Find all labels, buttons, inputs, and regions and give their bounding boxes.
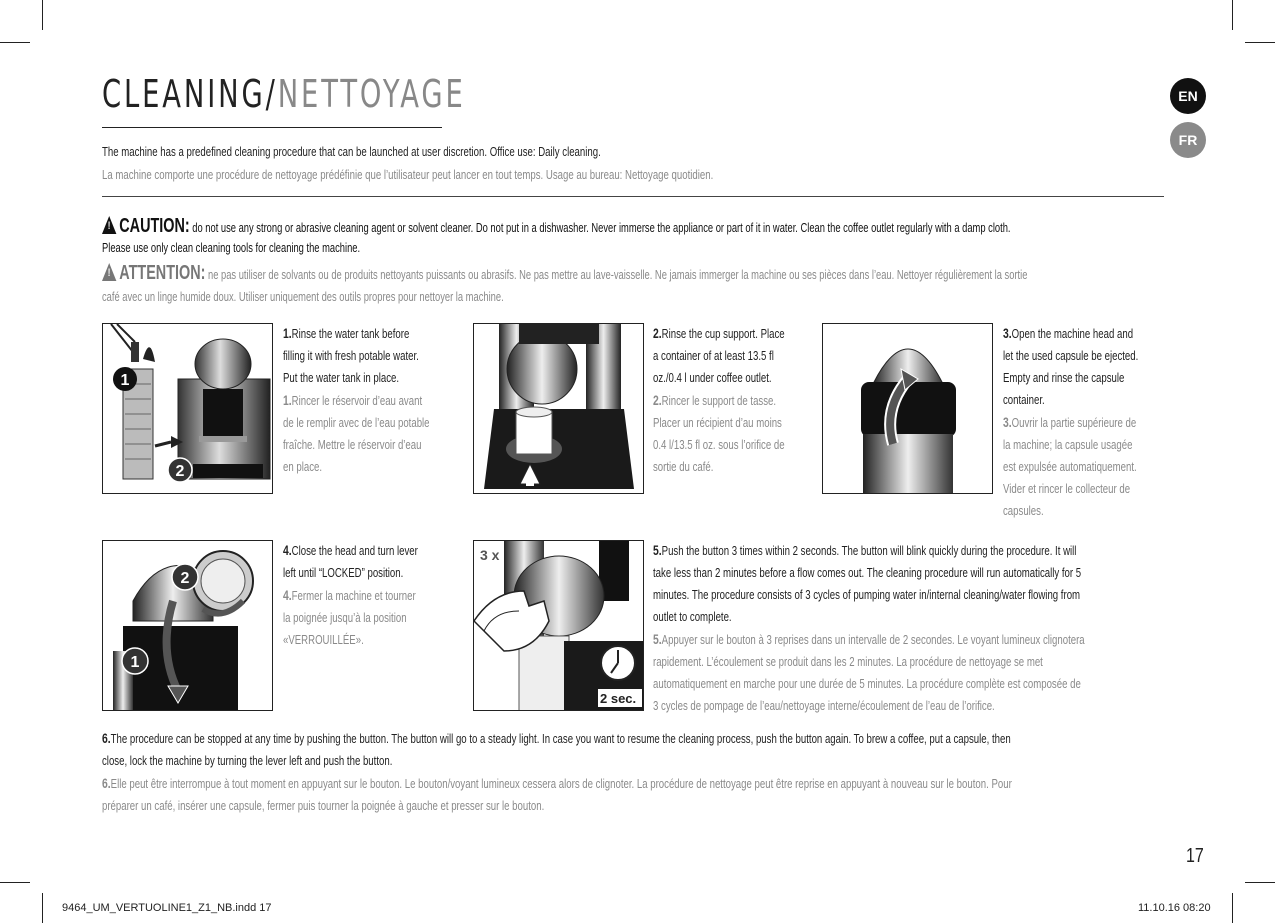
- step-line: 0.4 l/13.5 fl oz. sous l’orifice de: [653, 437, 785, 452]
- step-line: la poignée jusqu’à la position: [283, 610, 407, 625]
- step-number: 6.: [102, 730, 111, 746]
- step-number: 6.: [102, 775, 111, 791]
- machine-illustration: [103, 324, 273, 494]
- step-number: 1.: [283, 392, 292, 408]
- machine-illustration: [823, 324, 993, 494]
- machine-illustration: [474, 541, 644, 711]
- step-3-text: [1003, 322, 1138, 522]
- caution-english-line1: [102, 215, 1011, 238]
- step-badge-label: 2: [175, 463, 185, 480]
- step-line: Rinse the water tank before: [291, 326, 410, 341]
- machine-illustration: [103, 541, 273, 711]
- step-line: la machine; la capsule usagée: [1003, 437, 1133, 452]
- step-line: Fermer la machine et tourner: [291, 588, 416, 603]
- step-2-text: [653, 322, 785, 478]
- step-number: 5.: [653, 631, 662, 647]
- crop-mark: [1245, 882, 1275, 883]
- step-line: Vider et rincer le collecteur de: [1003, 481, 1131, 496]
- figure-push-button: [473, 540, 644, 711]
- step-line: left until “LOCKED” position.: [283, 565, 404, 580]
- step-line: outlet to complete.: [653, 609, 732, 624]
- caution-text: do not use any strong or abrasive cleaning agent or solvent cleaner. Do not put in a dishwasher. Never immerse the appliance or part of it in water. Clean the coffee outlet regularly with a damp cloth.: [192, 220, 1011, 235]
- intro-french: La machine comporte une procédure de nettoyage prédéfinie que l’utilisateur peut lancer en tout temps. Usage au bureau: Nettoyage quotidien.: [102, 167, 714, 182]
- step-line: préparer un café, insérer une capsule, fermer puis tourner la poignée à gauche et presser sur le bouton.: [102, 798, 545, 813]
- step-line: close, lock the machine by turning the lever left and push the button.: [102, 753, 393, 768]
- step-line: capsules.: [1003, 503, 1044, 518]
- step-badge-label: 2: [180, 570, 190, 587]
- crop-mark: [42, 0, 43, 30]
- crop-mark: [0, 42, 30, 43]
- step-6-text: [102, 727, 1012, 817]
- step-number: 1.: [283, 325, 292, 341]
- step-line: minutes. The procedure consists of 3 cycles of pumping water in/internal cleaning/water flowing from: [653, 587, 1081, 602]
- step-number: 3.: [1003, 325, 1012, 341]
- step-number: 3.: [1003, 414, 1012, 430]
- step-5-text: [653, 539, 1085, 717]
- warning-icon: [102, 263, 116, 281]
- crop-mark: [1245, 42, 1275, 43]
- footer-timestamp: 11.10.16 08:20: [1138, 902, 1211, 914]
- language-tab-fr[interactable]: FR: [1170, 122, 1206, 158]
- step-line: a container of at least 13.5 fl: [653, 348, 774, 363]
- step-line: en place.: [283, 459, 323, 474]
- step-badge-label: 1: [120, 372, 130, 389]
- step-4-text: [283, 539, 418, 651]
- crop-mark: [42, 893, 43, 923]
- step-line: Push the button 3 times within 2 seconds. The button will blink quickly during the procedure. It will: [661, 543, 1077, 558]
- press-count-label: 3 x: [480, 547, 500, 563]
- step-number: 4.: [283, 587, 292, 603]
- language-tab-en[interactable]: EN: [1170, 78, 1206, 114]
- page-number: 17: [1186, 845, 1204, 867]
- step-line: rapidement. L’écoulement se produit dans les 2 minutes. La procédure de nettoyage se met: [653, 654, 1043, 669]
- step-1-text: [283, 322, 430, 478]
- title-english: CLEANING/: [102, 72, 278, 116]
- warning-icon: [102, 216, 116, 234]
- figure-close-head: [102, 540, 273, 711]
- step-line: Close the head and turn lever: [291, 543, 418, 558]
- step-number: 4.: [283, 542, 292, 558]
- page-title: [102, 72, 466, 116]
- step-line: Rincer le réservoir d’eau avant: [291, 393, 423, 408]
- figure-cup-support: [473, 323, 644, 494]
- title-french: NETTOYAGE: [277, 72, 466, 116]
- step-line: fraîche. Mettre le réservoir d’eau: [283, 437, 422, 452]
- duration-label: 2 sec.: [600, 691, 637, 706]
- step-badge-label: 1: [130, 654, 140, 671]
- step-line: «VERROUILLÉE».: [283, 632, 364, 647]
- step-line: Open the machine head and: [1011, 326, 1134, 341]
- step-line: Rincer le support de tasse.: [661, 393, 777, 408]
- step-line: Rinse the cup support. Place: [661, 326, 785, 341]
- step-line: automatiquement en marche pour une durée de 5 minutes. La procédure complète est composée de: [653, 676, 1081, 691]
- step-line: let the used capsule be ejected.: [1003, 348, 1139, 363]
- step-line: de le remplir avec de l’eau potable: [283, 415, 430, 430]
- figure-open-head: [822, 323, 993, 494]
- step-line: Elle peut être interrompue à tout moment en appuyant sur le bouton. Le bouton/voyant lumineux cessera alors de clignoter. La procédure de nettoyage peut être reprise en appuyant à nouveau sur le bouton. Pour: [110, 776, 1012, 791]
- step-line: take less than 2 minutes before a flow comes out. The cleaning procedure will run automatically for 5: [653, 565, 1082, 580]
- step-number: 2.: [653, 325, 662, 341]
- crop-mark: [1232, 0, 1233, 30]
- attention-heading: ATTENTION:: [119, 262, 206, 284]
- intro-english: The machine has a predefined cleaning procedure that can be launched at user discretion. Office use: Daily cleaning.: [102, 144, 601, 159]
- attention-french-line1: [102, 262, 1027, 285]
- attention-text: ne pas utiliser de solvants ou de produits nettoyants puissants ou abrasifs. Ne pas mettre au lave-vaisselle. Ne jamais immerger la machine ou ses pièces dans l’eau. Nettoyer régulièrement la sortie: [208, 267, 1028, 282]
- step-line: sortie du café.: [653, 459, 714, 474]
- step-line: 3 cycles de pompage de l’eau/nettoyage interne/écoulement de l’eau de l’orifice.: [653, 698, 995, 713]
- attention-french-line2: café avec un linge humide doux. Utiliser uniquement des outils propres pour nettoyer la machine.: [102, 289, 504, 304]
- step-line: Empty and rinse the capsule: [1003, 370, 1125, 385]
- footer-filename: 9464_UM_VERTUOLINE1_Z1_NB.indd 17: [62, 902, 272, 914]
- caution-english-line2: Please use only clean cleaning tools for cleaning the machine.: [102, 240, 361, 255]
- figure-water-tank: [102, 323, 273, 494]
- caution-heading: CAUTION:: [119, 215, 190, 237]
- machine-illustration: [474, 324, 644, 494]
- step-line: container.: [1003, 392, 1045, 407]
- step-line: est expulsée automatiquement.: [1003, 459, 1137, 474]
- section-divider: [102, 196, 1164, 197]
- step-line: Placer un récipient d’au moins: [653, 415, 782, 430]
- step-number: 5.: [653, 542, 662, 558]
- step-line: Put the water tank in place.: [283, 370, 400, 385]
- step-line: oz./0.4 l under coffee outlet.: [653, 370, 772, 385]
- title-underline: [102, 127, 442, 128]
- crop-mark: [1232, 893, 1233, 923]
- step-line: filling it with fresh potable water.: [283, 348, 419, 363]
- step-line: Appuyer sur le bouton à 3 reprises dans un intervalle de 2 secondes. Le voyant lumineux clignotera: [661, 632, 1085, 647]
- crop-mark: [0, 882, 30, 883]
- step-line: The procedure can be stopped at any time by pushing the button. The button will go to a steady light. In case you want to resume the cleaning process, push the button again. To brew a coffee, put a capsule, then: [110, 731, 1011, 746]
- step-number: 2.: [653, 392, 662, 408]
- step-line: Ouvrir la partie supérieure de: [1011, 415, 1137, 430]
